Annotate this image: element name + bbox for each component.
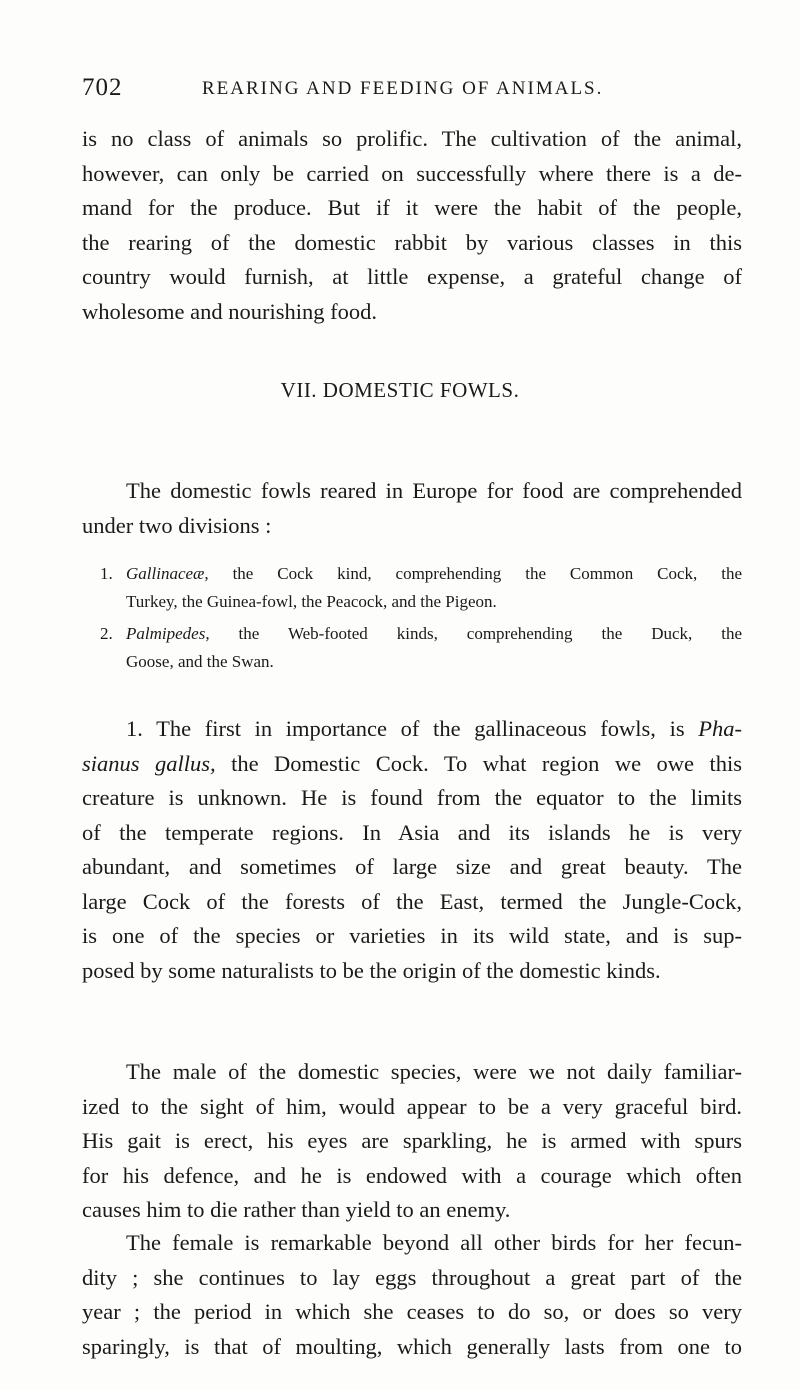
species-name: Pha-: [698, 716, 742, 741]
text-line: year ; the period in which she ceases to do so, or does so very: [82, 1299, 742, 1324]
text-line: creature is unknown. He is found from the equator to the limits: [82, 785, 742, 810]
text-line: The female is remarkable beyond all other birds for her fecun-: [126, 1230, 742, 1255]
text-line: for his defence, and he is endowed with a courage which often: [82, 1162, 742, 1188]
text-line: under two divisions :: [82, 512, 272, 538]
text-line: [126, 560, 742, 588]
text-line: is no class of animals so prolific. The cultivation of the animal,: [82, 126, 742, 151]
text-line: posed by some naturalists to be the origin of the domestic kinds.: [82, 957, 661, 983]
division-term: Palmipedes,: [126, 624, 210, 643]
page-number: 702: [82, 74, 123, 101]
text-line: His gait is erect, his eyes are sparkling, he is armed with spurs: [82, 1128, 742, 1153]
text-line: the rearing of the domestic rabbit by various classes in this: [82, 229, 742, 255]
division-item-palmipedes: [82, 620, 742, 676]
paragraph-male: [82, 1055, 742, 1228]
text-line: [126, 620, 742, 648]
division-item-gallinaceae: [82, 560, 742, 616]
text-run: 1. The first in importance of the gallinaceous fowls, is: [126, 716, 699, 741]
text-line: is one of the species or varieties in its wild state, and is sup-: [82, 923, 742, 948]
running-head: [82, 74, 734, 108]
division-term: Gallinaceæ,: [126, 564, 209, 583]
text-line: Turkey, the Guinea-fowl, the Peacock, and the Pigeon.: [126, 592, 497, 611]
text-line: of the temperate regions. In Asia and its islands he is very: [82, 819, 742, 845]
text-line: however, can only be carried on successfully where there is a de-: [82, 160, 742, 186]
paragraph-divisions-intro: [82, 474, 742, 543]
text-line: [82, 747, 742, 782]
text-line: sparingly, is that of moulting, which generally lasts from one to: [82, 1333, 742, 1359]
text-line: country would furnish, at little expense, a grateful change of: [82, 264, 742, 289]
text-line: ized to the sight of him, would appear to be a very graceful bird.: [82, 1093, 742, 1119]
division-description: the Cock kind, comprehending the Common Cock, the: [208, 564, 742, 583]
paragraph-rabbits: [82, 122, 742, 329]
text-line: The domestic fowls reared in Europe for food are comprehended: [126, 478, 742, 503]
text-line: wholesome and nourishing food.: [82, 298, 377, 324]
text-line: dity ; she continues to lay eggs throughout a great part of the: [82, 1264, 742, 1290]
text-line: mand for the produce. But if it were the habit of the people,: [82, 195, 742, 220]
text-line: causes him to die rather than yield to an enemy.: [82, 1197, 511, 1222]
text-line: The male of the domestic species, were we not daily familiar-: [126, 1059, 742, 1084]
section-heading: VII. DOMESTIC FOWLS.: [280, 378, 520, 402]
text-line: [82, 712, 742, 747]
text-line: large Cock of the forests of the East, termed the Jungle-Cock,: [82, 888, 742, 914]
text-line: Goose, and the Swan.: [126, 652, 274, 671]
text-line: abundant, and sometimes of large size and great beauty. The: [82, 854, 742, 879]
paragraph-domestic-cock: [82, 712, 742, 988]
paragraph-female: [82, 1226, 742, 1364]
running-title: REARING AND FEEDING OF ANIMALS.: [202, 78, 604, 99]
division-number: 2.: [100, 624, 113, 643]
text-run: the Domestic Cock. To what region we owe this: [215, 750, 742, 776]
division-description: the Web-footed kinds, comprehending the Duck, the: [209, 624, 742, 643]
division-list: [82, 560, 742, 680]
division-number: 1.: [100, 564, 113, 583]
species-name: sianus gallus,: [82, 750, 216, 776]
